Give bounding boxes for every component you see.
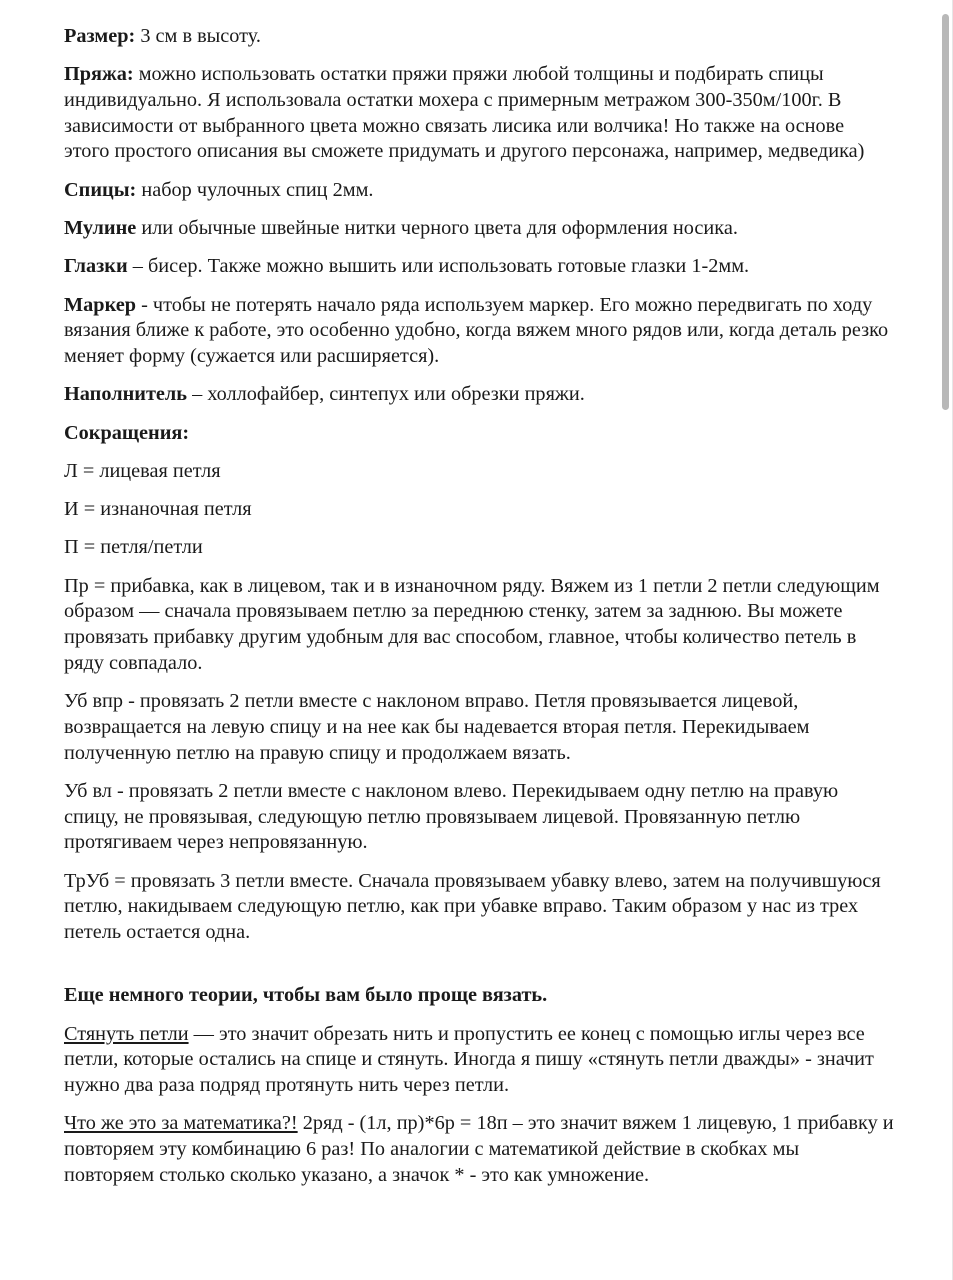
mouline-label: Мулине: [64, 217, 137, 239]
pull-loops-text: — это значит обрезать нить и пропустить ее конец с помощью иглы через все петли, которые остались на спице и стянуть. Иногда я пишу «стянуть петли дважды» - значит нужно два раза подряд протянуть нить через петли.: [64, 1022, 874, 1096]
marker-label: Маркер: [64, 293, 137, 316]
size-label: Размер:: [64, 25, 136, 47]
vertical-scrollbar[interactable]: [942, 14, 949, 410]
size-text: 3 см в высоту.: [135, 25, 261, 47]
document-page: [64, 24, 894, 1201]
needles-paragraph: [64, 178, 894, 204]
eyes-label: Глазки: [64, 255, 128, 278]
abbrev-decrease-right: Уб впр - провязать 2 петли вместе с наклоном вправо. Петля провязывается лицевой, возвращается на левую спицу и на нее как бы надевается вторая петля. Перекидываем полученную петлю на правую спицу и продолжаем вязать.: [64, 690, 810, 764]
needles-text: набор чулочных спиц 2мм.: [136, 178, 374, 201]
marker-text: - чтобы не потерять начало ряда используем маркер. Его можно передвигать по ходу вязания ближе к работе, это особенно удобно, когда вяжем много рядов или, когда деталь резко меняет форму (сужается или расширяется).: [64, 293, 889, 367]
filler-paragraph: [64, 382, 894, 408]
yarn-text: можно использовать остатки пряжи пряжи любой толщины и подбирать спицы индивидуально. Я использовала остатки мохера с примерным метражом 300-350м/100г. В зависимости от выбранного цвета можно связать лисика или волчика! Но также на основе этого простого описания вы сможете придумать и другого персонажа, например, медведика): [64, 63, 865, 163]
pull-loops-paragraph: [64, 1022, 894, 1099]
yarn-label: Пряжа:: [64, 63, 134, 86]
abbrev-decrease-left: Уб вл - провязать 2 петли вместе с наклоном влево. Перекидываем одну петлю на правую спицу, не провязывая, следующую петлю провязываем лицевой. Провязанную петлю протягиваем через непровязанную.: [64, 779, 839, 854]
eyes-paragraph: [64, 254, 894, 280]
filler-text: – холлофайбер, синтепух или обрезки пряжи.: [187, 383, 585, 406]
filler-label: Наполнитель: [64, 383, 188, 406]
eyes-text: – бисер. Также можно вышить или использовать готовые глазки 1-2мм.: [127, 255, 750, 278]
math-paragraph: [64, 1111, 894, 1188]
marker-paragraph: [64, 293, 894, 370]
abbrev-knit: Л = лицевая петля: [64, 459, 221, 482]
abbrev-increase: Пр = прибавка, как в лицевом, так и в изнаночном ряду. Вяжем из 1 петли 2 петли следующим образом — сначала провязываем петлю за переднюю стенку, затем за заднюю. Вы можете провязать прибавку другим удобным для вас способом, главное, чтобы количество петель в ряду совпадало.: [64, 574, 880, 674]
section-gap: [64, 958, 894, 983]
abbreviations-title: Сокращения:: [64, 421, 190, 444]
mouline-paragraph: [64, 216, 894, 242]
abbrev-stitch: П = петля/петли: [64, 536, 203, 559]
size-paragraph: [64, 24, 894, 50]
abbrev-triple-decrease: ТрУб = провязать 3 петли вместе. Сначала провязываем убавку влево, затем на получившуюся петлю, накидываем следующую петлю, как при убавке вправо. Таким образом у нас из трех петель остается одна.: [64, 869, 881, 943]
math-term: Что же это за математика?!: [64, 1112, 298, 1135]
abbreviations-heading: [64, 421, 894, 447]
mouline-text: или обычные швейные нитки черного цвета для оформления носика.: [136, 217, 738, 239]
yarn-paragraph: [64, 62, 894, 165]
theory-title: Еще немного теории, чтобы вам было проще вязать.: [64, 984, 548, 1007]
theory-heading: [64, 983, 894, 1009]
needles-label: Спицы:: [64, 178, 137, 201]
pull-loops-term: Стянуть петли: [64, 1022, 189, 1045]
abbrev-purl: И = изнаночная петля: [64, 498, 252, 521]
math-text: 2ряд - (1л, пр)*6р = 18п – это значит вяжем 1 лицевую, 1 прибавку и повторяем эту комбинацию 6 раз! По аналогии с математикой действие в скобках мы повторяем столько сколько указано, а значок * - это как умножение.: [64, 1112, 894, 1186]
